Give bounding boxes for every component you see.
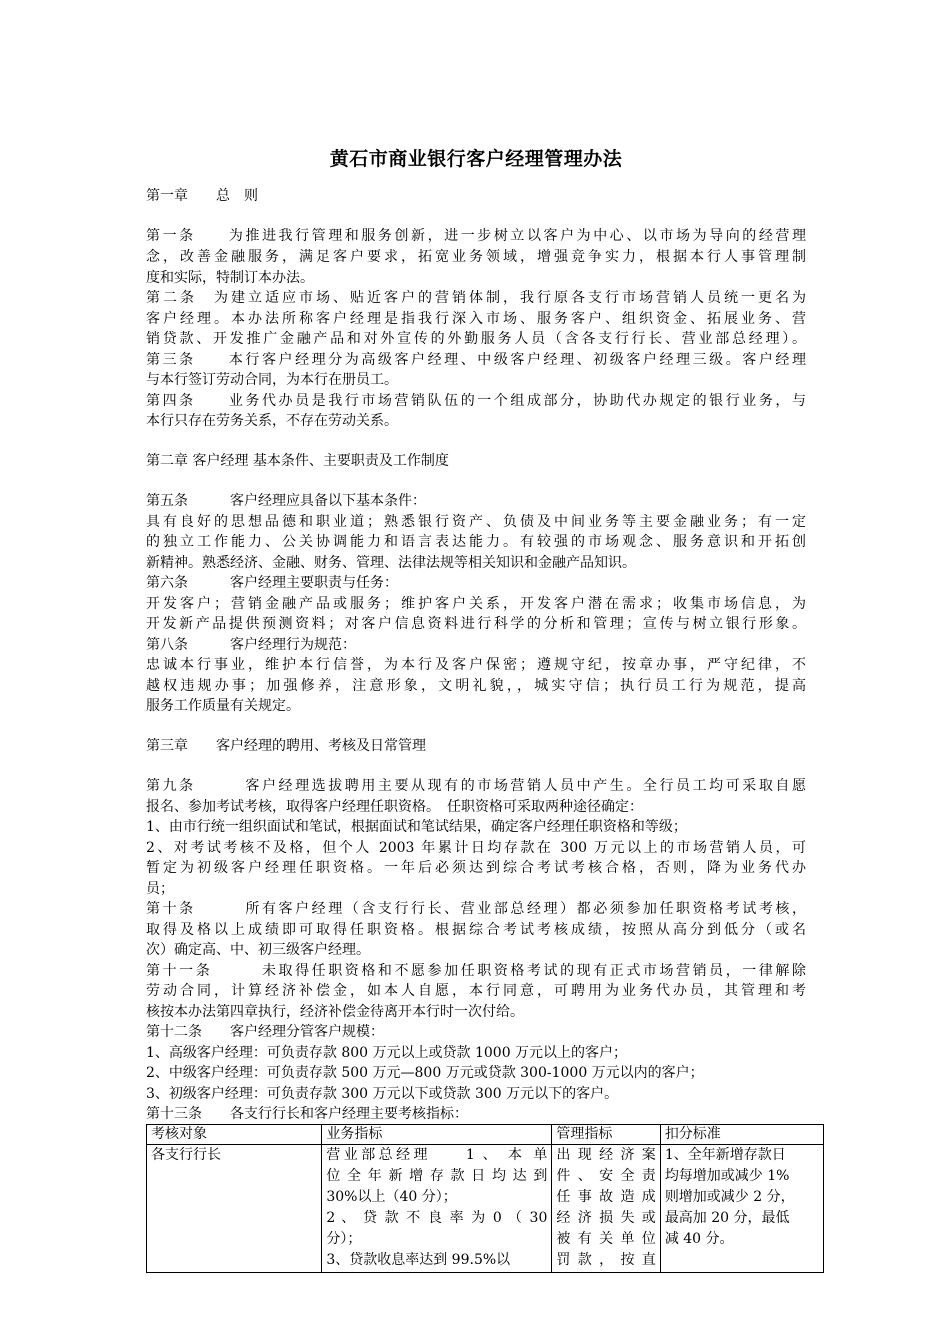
- table-cell-business: [322, 1145, 552, 1273]
- cell-text: 2 、 贷 款 不 良 率 为 0 （ 30: [326, 1210, 548, 1226]
- cell-text: 出现经济案: [556, 1147, 656, 1163]
- cell-text: 则增加或减少 2 分，: [664, 1189, 795, 1205]
- paragraph-line: 销贷款、开发推广金融产品和对外宣传的外勤服务人员（含各支行行长、营业部总经理）。: [146, 331, 806, 347]
- paragraph-line: 度和实际，特制订本办法。: [146, 270, 314, 286]
- paragraph-line: 第十一条 未取得任职资格和不愿参加任职资格考试的现有正式市场营销员，一律解除: [146, 963, 806, 979]
- paragraph-line: 越权违规办事；加强修养，注意形象，文明礼貌，，城实守信；执行员工行为规范，提高: [146, 678, 806, 694]
- paragraph-line: 报名、参加考试考核，取得客户经理任职资格。 任职资格可采取两种途径确定：: [146, 799, 643, 815]
- paragraph-line: 3、初级客户经理：可负责存款 300 万元以下或贷款 300 万元以下的客户。: [146, 1086, 619, 1102]
- paragraph-line: 2、中级客户经理：可负责存款 500 万元—800 万元或贷款 300-1000 万元以内的客户；: [146, 1065, 704, 1081]
- paragraph-line: 1、由市行统一组织面试和笔试，根据面试和笔试结果，确定客户经理任职资格和等级；: [146, 819, 687, 835]
- paragraph-line: 第十三条 各支行行长和客户经理主要考核指标：: [146, 1106, 468, 1122]
- paragraph-line: 第六条 客户经理主要职责与任务：: [146, 575, 398, 591]
- paragraph-line: 劳动合同，计算经济补偿金，如本人自愿，本行同意，可聘用为业务代办员，其管理和考: [146, 983, 806, 999]
- table-cell-target: [147, 1145, 322, 1273]
- cell-text: 分）；: [326, 1231, 362, 1247]
- paragraph-line: 的独立工作能力、公关协调能力和语言表达能力。有较强的市场观念、服务意识和开拓创: [146, 534, 806, 550]
- cell-text: 经济损失或: [556, 1210, 656, 1226]
- cell-text: 最高加 20 分，最低: [664, 1210, 790, 1226]
- cell-text: 任事故造成: [556, 1189, 656, 1205]
- table-row: [147, 1145, 824, 1273]
- paragraph-line: 次）确定高、中、初三级客户经理。: [146, 942, 370, 958]
- chapter-heading: 第三章 客户经理的聘用、考核及日常管理: [146, 738, 426, 754]
- paragraph-line: 服务工作质量有关规定。: [146, 698, 300, 714]
- paragraph-line: 第九条 客户经理选拔聘用主要从现有的市场营销人员中产生。全行员工均可采取自愿: [146, 778, 806, 794]
- assessment-table: [146, 1124, 824, 1273]
- cell-text: 1、全年新增存款日: [664, 1147, 786, 1163]
- cell-text: 30%以上（40 分）；: [326, 1189, 457, 1205]
- document-title: 黄石市商业银行客户经理管理办法: [329, 148, 623, 170]
- table-cell-deduction: [660, 1145, 823, 1273]
- table-header-cell: 考核对象: [147, 1125, 322, 1145]
- chapter-heading: 第一章 总 则: [146, 188, 258, 204]
- paragraph-line: 暂定为初级客户经理任职资格。一年后必须达到综合考试考核合格，否则，降为业务代办: [146, 860, 806, 876]
- paragraph-line: 第十条 所有客户经理（含支行行长、营业部总经理）都必须参加任职资格考试考核，: [146, 901, 806, 917]
- paragraph-line: 新精神。熟悉经济、金融、财务、管理、法律法规等相关知识和金融产品知识。: [146, 555, 636, 571]
- paragraph-line: 第四条 业务代办员是我行市场营销队伍的一个组成部分，协助代办规定的银行业务，与: [146, 393, 806, 409]
- paragraph-line: 2、对考试考核不及格，但个人 2003 年累计日均存款在 300 万元以上的市场营销人员，可: [146, 840, 806, 856]
- paragraph-line: 开发新产品提供预测资料；对客户信息资料进行科学的分析和管理；宣传与树立银行形象。: [146, 616, 806, 632]
- paragraph-line: 第五条 客户经理应具备以下基本条件：: [146, 493, 426, 509]
- table-header-cell: 扣分标准: [660, 1125, 823, 1145]
- paragraph-line: 第三条 本行客户经理分为高级客户经理、中级客户经理、初级客户经理三级。客户经理: [146, 352, 806, 368]
- table-header-cell: 业务指标: [322, 1125, 552, 1145]
- paragraph-line: 第二条 为建立适应市场、贴近客户的营销体制，我行原各支行市场营销人员统一更名为: [146, 290, 806, 306]
- paragraph-line: 1、高级客户经理：可负责存款 800 万元以上或贷款 1000 万元以上的客户；: [146, 1045, 628, 1061]
- table-cell-management: [552, 1145, 660, 1273]
- paragraph-line: 客户经理。本办法所称客户经理是指我行深入市场、服务客户、组织资金、拓展业务、营: [146, 311, 806, 327]
- cell-text: 被有关单位: [556, 1231, 656, 1247]
- cell-text: 营业部总经理 1 、 本 单: [326, 1147, 548, 1163]
- paragraph-line: 第一条 为推进我行管理和服务创新，进一步树立以客户为中心、以市场为导向的经营理: [146, 228, 806, 244]
- paragraph-line: 第八条 客户经理行为规范：: [146, 637, 356, 653]
- cell-text: 均每增加或减少 1%: [664, 1168, 790, 1184]
- paragraph-line: 念，改善金融服务，满足客户要求，拓宽业务领域，增强竞争实力，根据本行人事管理制: [146, 249, 806, 265]
- paragraph-line: 第十二条 客户经理分管客户规模：: [146, 1024, 384, 1040]
- paragraph-line: 具有良好的思想品德和职业道；熟悉银行资产、负债及中间业务等主要金融业务；有一定: [146, 514, 806, 530]
- chapter-heading: 第二章 客户经理 基本条件、主要职责及工作制度: [146, 453, 449, 469]
- cell-text: 3、贷款收息率达到 99.5%以: [326, 1252, 511, 1268]
- paragraph-line: 员；: [146, 881, 174, 897]
- paragraph-line: 开发客户；营销金融产品或服务；维护客户关系，开发客户潜在需求；收集市场信息，为: [146, 596, 806, 612]
- paragraph-line: 忠诚本行事业，维护本行信誉，为本行及客户保密；遵规守纪，按章办事，严守纪律，不: [146, 657, 806, 673]
- table-header-cell: 管理指标: [552, 1125, 660, 1145]
- table-header-row: [147, 1125, 824, 1145]
- cell-text: 各支行行长: [151, 1147, 221, 1163]
- cell-text: 件、安全责: [556, 1168, 656, 1184]
- paragraph-line: 本行只存在劳务关系，不存在劳动关系。: [146, 413, 398, 429]
- cell-text: 减 40 分。: [664, 1231, 734, 1247]
- paragraph-line: 与本行签订劳动合同，为本行在册员工。: [146, 372, 398, 388]
- paragraph-line: 取得及格以上成绩即可取得任职资格。根据综合考试考核成绩，按照从高分到低分（或名: [146, 922, 806, 938]
- cell-text: 罚款，按直: [556, 1252, 656, 1268]
- cell-text: 位全年新增存款日均达到: [326, 1168, 548, 1184]
- paragraph-line: 核按本办法第四章执行，经济补偿金待离开本行时一次付给。: [146, 1004, 524, 1020]
